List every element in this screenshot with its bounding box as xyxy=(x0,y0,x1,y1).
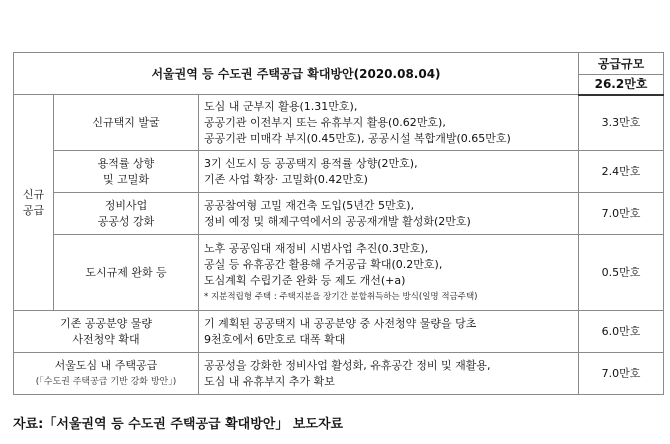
content-line: 도심 내 유휴부지 추가 확보 xyxy=(204,374,335,388)
category-line: 공공성 강화 xyxy=(97,214,155,228)
category-cell xyxy=(14,353,199,395)
group-label-line: 신규 xyxy=(22,187,45,201)
housing-supply-table xyxy=(13,52,664,395)
category-subtitle: (「수도권 주택공급 기반 강화 방안」) xyxy=(35,376,177,387)
content-line: 기 계획된 공공택지 내 공공분양 중 사전청약 물량을 당초 xyxy=(204,316,477,330)
content-cell xyxy=(199,311,579,353)
amount-cell: 3.3만호 xyxy=(579,95,664,151)
category-line: 및 고밀화 xyxy=(102,172,149,186)
content-line: 도심 내 군부지 활용(1.31만호), xyxy=(204,99,358,113)
content-line: 기존 사업 확장· 고밀화(0.42만호) xyxy=(204,172,368,186)
content-line: 공공기관 이전부지 또는 유휴부지 활용(0.62만호), xyxy=(204,115,446,129)
supply-total: 26.2만호 xyxy=(579,75,664,95)
category-cell xyxy=(54,151,199,193)
category-line: 정비사업 xyxy=(104,198,148,212)
category-line: 도시규제 완화 등 xyxy=(85,265,167,279)
category-cell xyxy=(14,311,199,353)
footnote: * 지분적립형 주택 : 주택지분을 장기간 분할취득하는 방식(일명 적금주택) xyxy=(204,291,478,302)
category-line: 용적률 상향 xyxy=(97,156,155,170)
category-cell xyxy=(54,193,199,235)
category-line: 신규택지 발굴 xyxy=(92,115,160,129)
amount-cell: 6.0만호 xyxy=(579,311,664,353)
group-label-line: 공급 xyxy=(22,203,45,217)
content-line: 도심계획 수립기준 완화 등 제도 개선(+a) xyxy=(204,273,406,287)
category-cell xyxy=(54,235,199,311)
category-line: 사전청약 확대 xyxy=(72,332,140,346)
content-line: 3기 신도시 등 공공택지 용적률 상향(2만호), xyxy=(204,156,418,170)
content-line: 공공성을 강화한 정비사업 활성화, 유휴공간 정비 및 재활용, xyxy=(204,358,491,372)
table-title: 서울권역 등 수도권 주택공급 확대방안(2020.08.04) xyxy=(14,53,579,95)
category-line: 기존 공공분양 물량 xyxy=(59,316,152,330)
content-line: 공실 등 유휴공간 활용해 주거공급 확대(0.2만호), xyxy=(204,257,443,271)
content-line: 공공기관 미매각 부지(0.45만호), 공공시설 복합개발(0.65만호) xyxy=(204,131,511,145)
content-cell xyxy=(199,193,579,235)
content-cell xyxy=(199,95,579,151)
content-line: 정비 예정 및 해제구역에서의 공공재개발 활성화(2만호) xyxy=(204,214,471,228)
content-line: 노후 공공임대 재정비 시범사업 추진(0.3만호), xyxy=(204,241,429,255)
new-supply-group-label xyxy=(14,95,54,311)
source-caption: 자료:「서울권역 등 수도권 주택공급 확대방안」 보도자료 xyxy=(13,417,344,432)
amount-cell: 2.4만호 xyxy=(579,151,664,193)
category-line: 서울도심 내 주택공급 xyxy=(54,358,158,372)
content-cell xyxy=(199,235,579,311)
amount-cell: 0.5만호 xyxy=(579,235,664,311)
supply-scale-header: 공급규모 xyxy=(579,53,664,75)
content-line: 공공참여형 고밀 재건축 도입(5년간 5만호), xyxy=(204,198,415,212)
content-line: 9천호에서 6만호로 대폭 확대 xyxy=(204,332,346,346)
amount-cell: 7.0만호 xyxy=(579,193,664,235)
content-cell xyxy=(199,353,579,395)
amount-cell: 7.0만호 xyxy=(579,353,664,395)
category-cell xyxy=(54,95,199,151)
content-cell xyxy=(199,151,579,193)
